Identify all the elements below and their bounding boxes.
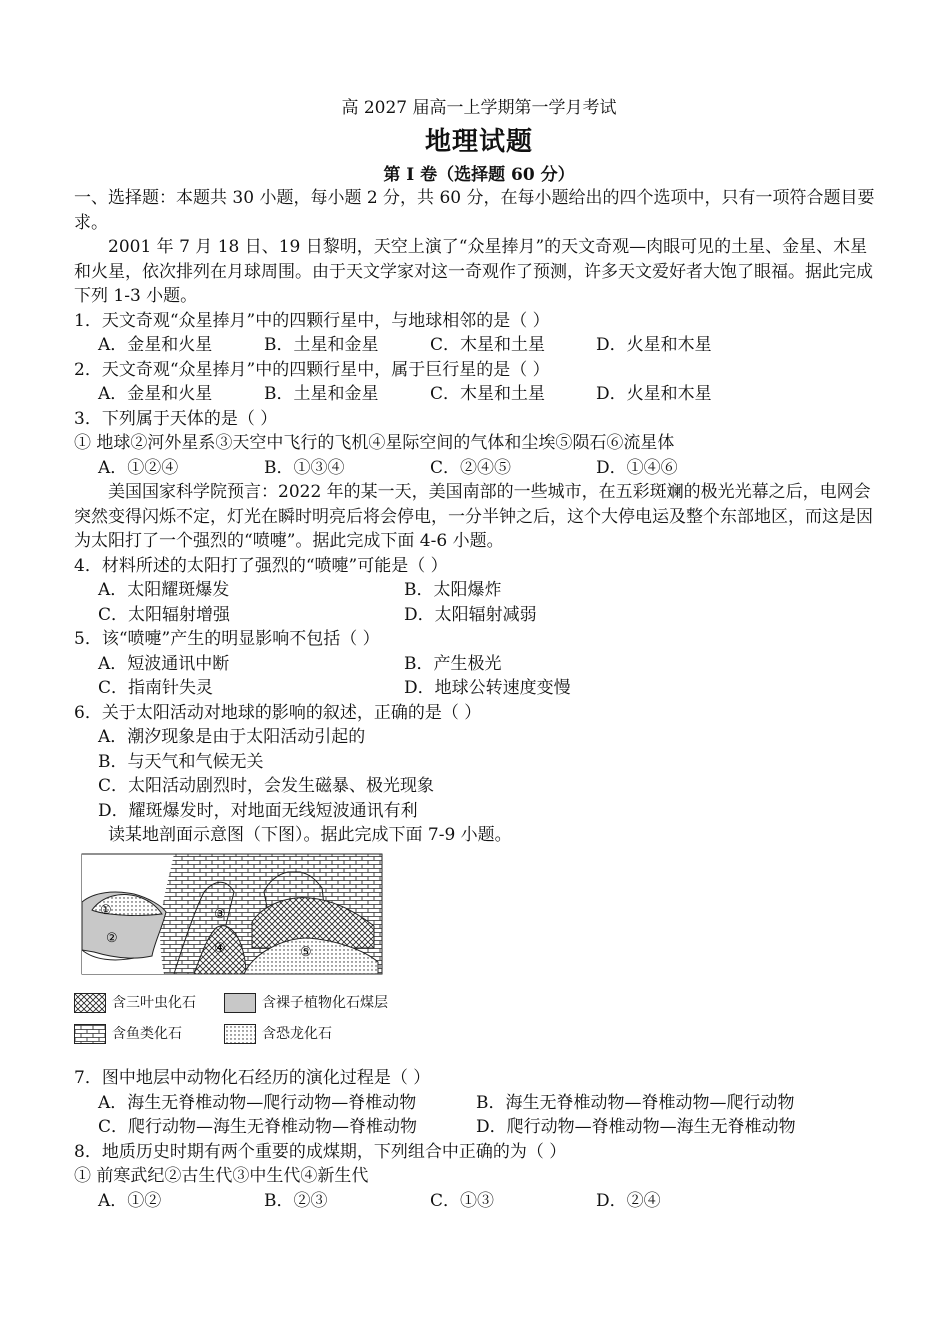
option-a[interactable]: A．海生无脊椎动物—爬行动物—脊椎动物 [98,1092,417,1113]
label-1: ① [100,902,112,918]
option-d[interactable]: D．爬行动物—脊椎动物—海生无脊椎动物 [476,1117,796,1137]
figure-legend [74,991,404,1046]
gray-swatch [224,993,256,1013]
option-c[interactable]: C．①③ [430,1190,495,1211]
section-instruction: 一、选择题：本题共 30 小题，每小题 2 分，共 60 分，在每小题给出的四个选项中，只有一项符合题目要求。 [74,188,875,233]
label-3: ③ [214,906,226,922]
option-a[interactable]: A．①②④ [98,457,179,478]
option-c[interactable]: C．太阳辐射增强 [98,604,231,625]
option-d[interactable]: D．耀斑爆发时，对地面无线短波通讯有利 [98,800,418,821]
question-6-stem: 6．关于太阳活动对地球的影响的叙述，正确的是（ ） [74,702,482,723]
option-d[interactable]: D．火星和木星 [596,384,712,404]
option-a[interactable]: A．潮汐现象是由于太阳活动引起的 [98,727,366,747]
question-4-options-row2 [74,603,884,628]
geologic-profile-figure [74,852,404,1047]
question-8-options [74,1189,884,1214]
option-b[interactable]: B．土星和金星 [264,335,379,355]
option-b[interactable]: B．产生极光 [404,653,502,674]
volume-heading: 第 I 卷（选择题 60 分） [383,165,575,185]
exam-name: 高 2027 届高一上学期第一学月考试 [341,98,617,118]
option-d[interactable]: D．地球公转速度变慢 [404,678,571,698]
option-c[interactable]: C．木星和土星 [430,384,546,404]
option-a[interactable]: A．金星和火星 [98,384,213,404]
question-1-options [74,333,884,358]
question-5-options-row2 [74,676,884,701]
option-d[interactable]: D．②④ [596,1190,661,1211]
crosshatch-swatch [74,993,106,1013]
material-3: 读某地剖面示意图（下图）。据此完成下面 7-9 小题。 [108,825,512,845]
question-5-stem: 5．该“喷嚏”产生的明显影响不包括（ ） [74,629,380,649]
option-c[interactable]: C．②④⑤ [430,457,512,478]
geologic-profile-diagram [74,852,384,976]
label-2: ② [106,930,118,946]
legend-item-trilobite: 含三叶虫化石 [74,991,224,1016]
question-3-stem: 3．下列属于天体的是（ ） [74,408,278,429]
question-1-stem: 1．天文奇观“众星捧月”中的四颗行星中，与地球相邻的是（ ） [74,310,550,331]
question-2-options [74,382,884,407]
question-2-stem: 2．天文奇观“众星捧月”中的四颗行星中，属于巨行星的是（ ） [74,359,550,380]
dots-swatch [224,1024,256,1044]
option-b[interactable]: B．②③ [264,1190,328,1211]
option-d[interactable]: D．火星和木星 [596,335,712,355]
option-b[interactable]: B．海生无脊椎动物—脊椎动物—爬行动物 [476,1092,795,1113]
question-5-options-row1 [74,652,884,677]
option-a[interactable]: A．金星和火星 [98,335,213,355]
question-7-options-row2 [74,1115,884,1140]
material-1: 2001 年 7 月 18 日、19 日黎明，天空上演了“众星捧月”的天文奇观—肉眼可见的土星、金星、木星和火星，依次排列在月球周围。由于天文学家对这一奇观作了预测，许多天文爱好者大饱了眼福。据此完成下列 1-3 小题。 [74,237,873,306]
label-4: ④ [214,940,226,956]
legend-item-fish: 含鱼类化石 [74,1022,224,1047]
material-2: 美国国家科学院预言：2022 年的某一天，美国南部的一些城市，在五彩斑斓的极光光幕之后，电网会突然变得闪烁不定，灯光在瞬时明亮后将会停电，一分半钟之后，这个大停电运及整个东部地区，而这是因为太阳打了一个强烈的“喷嚏”。据此完成下面 4-6 小题。 [74,482,873,551]
option-b[interactable]: B．太阳爆炸 [404,580,502,600]
option-b[interactable]: B．与天气和气候无关 [98,751,264,772]
label-5: ⑤ [300,944,312,960]
exam-page [74,96,884,1213]
question-4-stem: 4．材料所述的太阳打了强烈的“喷嚏”可能是（ ） [74,555,448,576]
question-3-items: ① 地球②河外星系③天空中飞行的飞机④星际空间的气体和尘埃⑤陨石⑥流星体 [74,433,675,453]
question-8-items: ① 前寒武纪②古生代③中生代④新生代 [74,1166,369,1186]
option-b[interactable]: B．①③④ [264,457,345,478]
subject-title: 地理试题 [424,127,533,157]
option-a[interactable]: A．①② [98,1190,162,1211]
option-c[interactable]: C．太阳活动剧烈时，会发生磁暴、极光现象 [98,776,435,796]
question-7-options-row1 [74,1091,884,1116]
question-8-stem: 8．地质历史时期有两个重要的成煤期，下列组合中正确的为（ ） [74,1141,567,1162]
option-a[interactable]: A．短波通讯中断 [98,653,230,674]
option-a[interactable]: A．太阳耀斑爆发 [98,580,230,600]
question-7-stem: 7．图中地层中动物化石经历的演化过程是（ ） [74,1068,431,1088]
legend-item-gymnosperm-coal: 含裸子植物化石煤层 [224,991,404,1016]
brick-swatch [74,1024,106,1044]
option-c[interactable]: C．爬行动物—海生无脊椎动物—脊椎动物 [98,1117,418,1137]
option-d[interactable]: D．太阳辐射减弱 [404,604,537,625]
legend-item-dinosaur: 含恐龙化石 [224,1022,404,1047]
question-3-options [74,456,884,481]
option-b[interactable]: B．土星和金星 [264,384,379,404]
question-4-options-row1 [74,578,884,603]
option-d[interactable]: D．①④⑥ [596,457,678,478]
option-c[interactable]: C．木星和土星 [430,335,546,355]
option-c[interactable]: C．指南针失灵 [98,678,214,698]
